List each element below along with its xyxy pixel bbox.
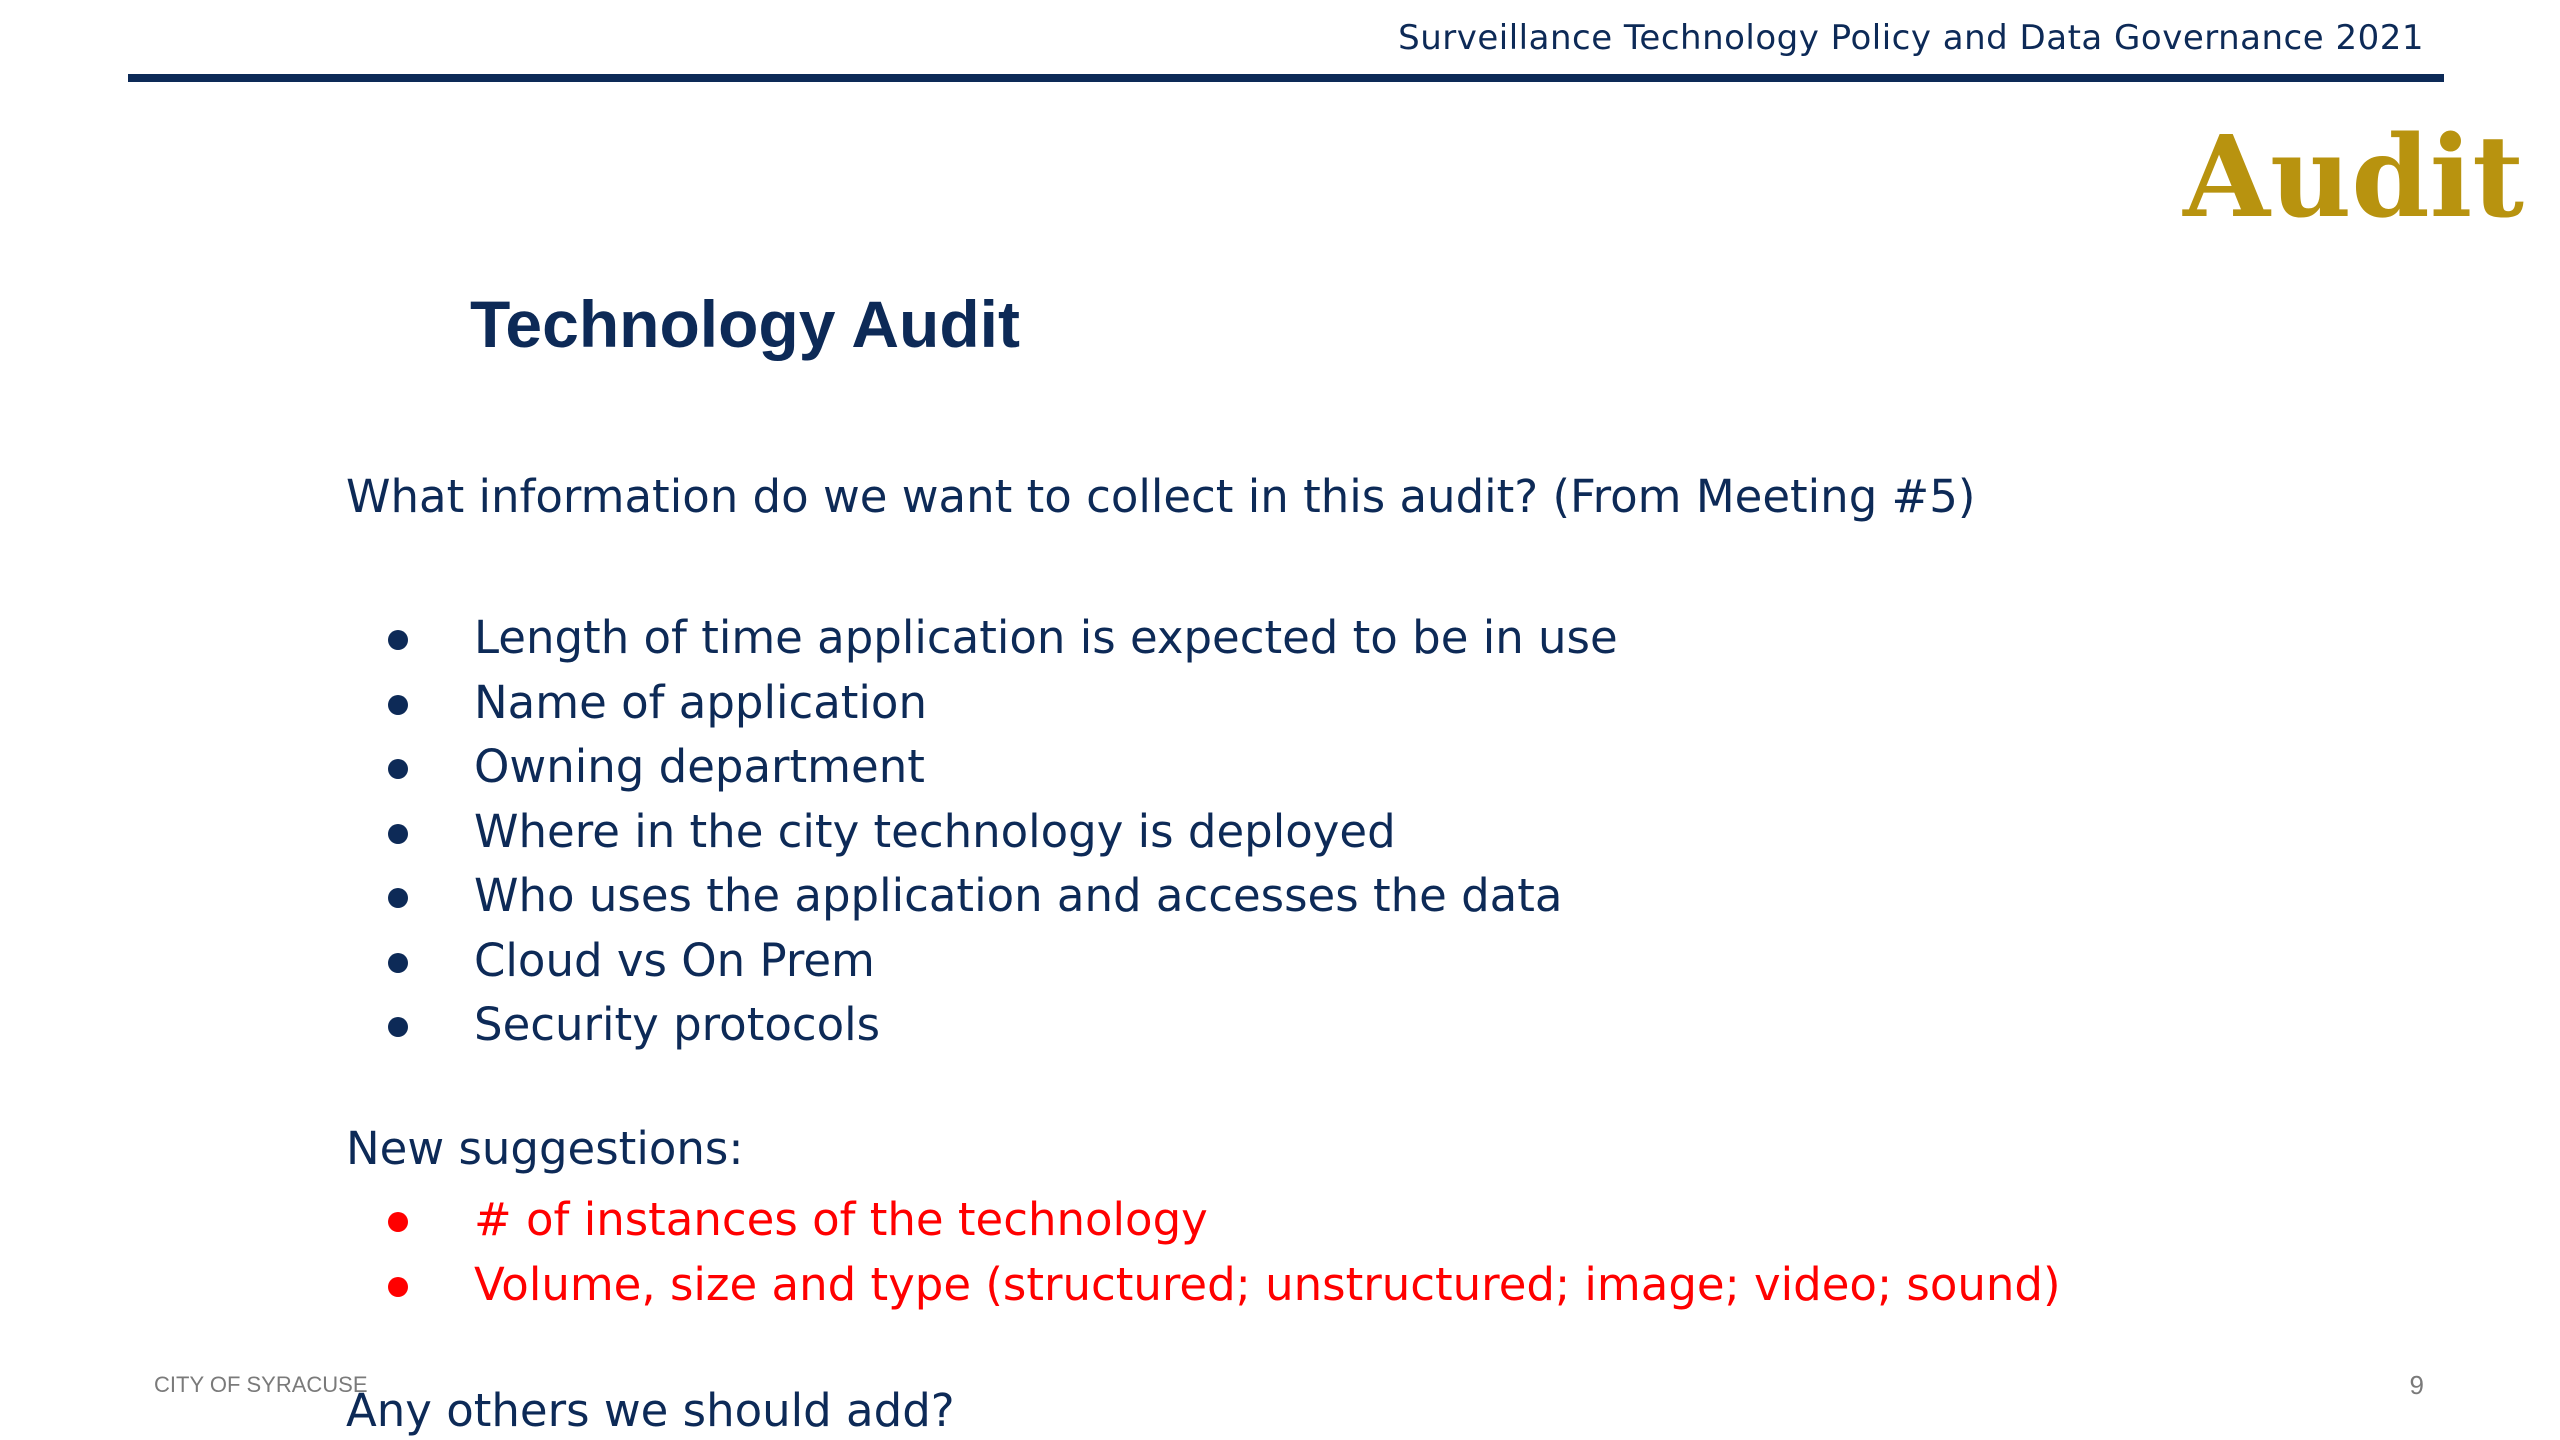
bullet-icon [388,630,408,650]
list-item-text: Cloud vs On Prem [474,933,875,987]
bullet-icon [388,1017,408,1037]
list-item [346,1188,2061,1253]
list-item-text: Security protocols [474,998,881,1051]
list-item [346,606,1618,671]
list-item-text: Who uses the application and accesses the data [474,869,1563,922]
bullet-icon [388,888,408,908]
list-item [346,671,1618,736]
list-item [346,929,1618,994]
bullet-icon [388,1277,408,1297]
bullet-icon [388,953,408,973]
list-item [346,993,1618,1058]
header-divider [128,74,2444,82]
header-title: Surveillance Technology Policy and Data Governance 2021 [1398,18,2424,58]
footer-organization: CITY OF SYRACUSE [154,1372,368,1397]
list-item-text: Name of application [474,675,927,729]
section-label: Audit [2183,112,2524,243]
list-item-text: Where in the city technology is deployed [474,804,1396,858]
intro-question: What information do we want to collect in this audit? (From Meeting #5) [346,470,1976,523]
list-item-text: Volume, size and type (structured; unstructured; image; video; sound) [474,1257,2061,1311]
page-number: 9 [2409,1370,2424,1400]
list-item [346,800,1618,865]
list-item [346,1253,2061,1318]
slide-heading: Technology Audit [470,287,1020,361]
new-suggestions-list [346,1188,2061,1317]
bullet-icon [388,1212,408,1232]
closing-question: Any others we should add? [346,1384,955,1437]
new-suggestions-label: New suggestions: [346,1122,744,1175]
list-item [346,864,1618,929]
bullet-icon [388,824,408,844]
list-item-text: Owning department [474,740,925,793]
list-item-text: Length of time application is expected to be in use [474,611,1618,664]
bullet-icon [388,695,408,715]
list-item-text: # of instances of the technology [474,1193,1208,1246]
bullet-icon [388,759,408,779]
list-item [346,735,1618,800]
audit-info-list [346,606,1618,1058]
